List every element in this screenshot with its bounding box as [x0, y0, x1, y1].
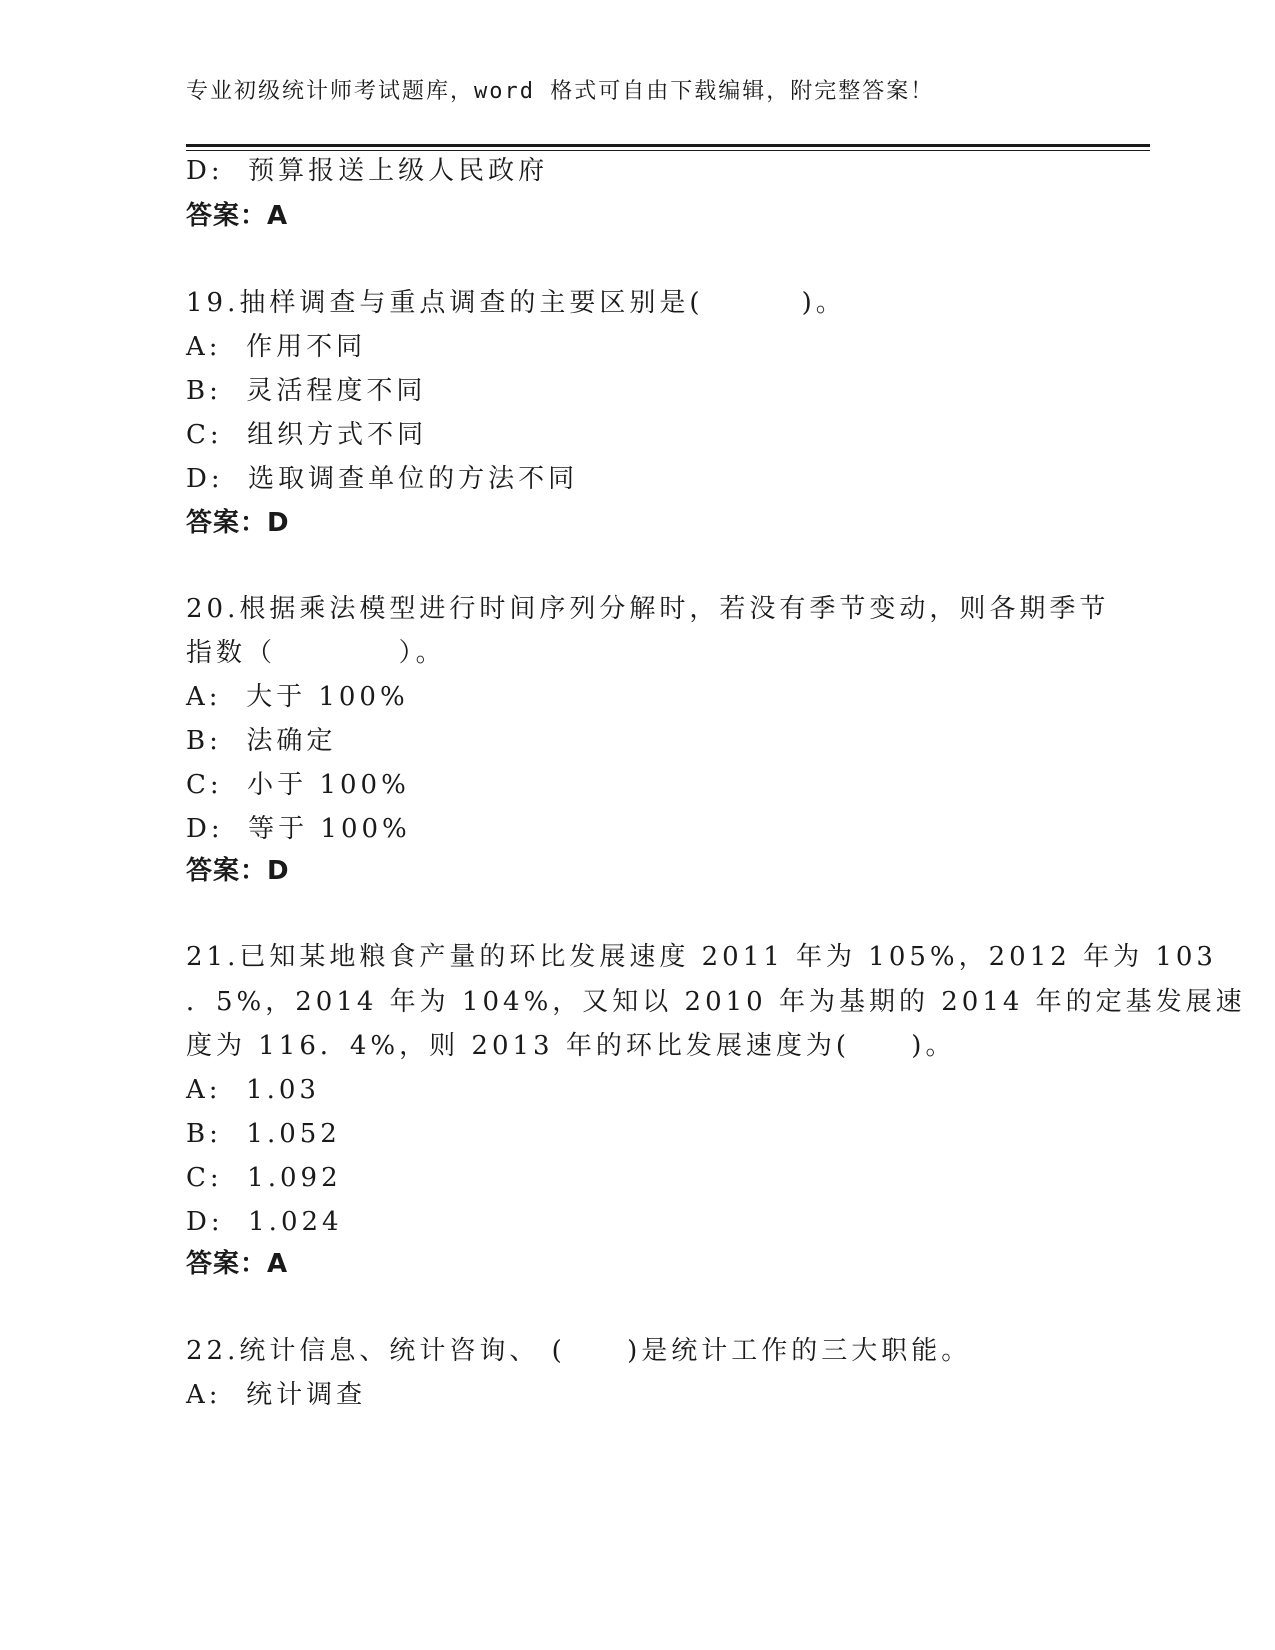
q19-option-a: A: 作用不同 — [186, 332, 367, 362]
q21-option-b: B: 1.052 — [186, 1119, 341, 1149]
q19-option-d: D: 选取调查单位的方法不同 — [186, 464, 579, 494]
q21-option-c: C: 1.092 — [186, 1163, 342, 1193]
q21-question-line-2: ．5%，2014 年为 104%，又知以 2010 年为基期的 2014 年的定基发展速 — [186, 987, 1246, 1017]
header-rule-thin — [186, 150, 1150, 151]
q20-question-line-2: 指数（ ）。 — [186, 638, 446, 668]
q20-question-line-1: 20.根据乘法模型进行时间序列分解时，若没有季节变动，则各期季节 — [186, 594, 1110, 624]
page-header: 专业初级统计师考试题库，word 格式可自由下载编辑，附完整答案！ — [186, 79, 935, 104]
q21-question-line-3: 度为 116．4%，则 2013 年的环比发展速度为( )。 — [186, 1031, 956, 1061]
q20-option-c: C: 小于 100% — [186, 770, 410, 800]
q19-answer: 答案：D — [186, 508, 290, 538]
q20-option-a: A: 大于 100% — [186, 682, 409, 712]
q21-question-line-1: 21.已知某地粮食产量的环比发展速度 2011 年为 105%，2012 年为 103 — [186, 942, 1217, 972]
q21-answer: 答案：A — [186, 1249, 289, 1279]
q22-question: 22.统计信息、统计咨询、 ( )是统计工作的三大职能。 — [186, 1336, 972, 1366]
prev-answer: 答案：A — [186, 201, 289, 231]
q19-question: 19.抽样调查与重点调查的主要区别是( )。 — [186, 288, 846, 318]
q21-option-a: A: 1.03 — [186, 1075, 320, 1105]
q20-option-b: B: 法确定 — [186, 726, 337, 756]
q21-option-d: D: 1.024 — [186, 1207, 343, 1237]
q22-option-a: A: 统计调查 — [186, 1380, 367, 1410]
q20-answer: 答案：D — [186, 856, 290, 886]
header-rule-thick — [186, 144, 1150, 147]
q20-option-d: D: 等于 100% — [186, 814, 411, 844]
q19-option-b: B: 灵活程度不同 — [186, 376, 427, 406]
prev-option-d: D: 预算报送上级人民政府 — [186, 156, 549, 186]
q19-option-c: C: 组织方式不同 — [186, 420, 428, 450]
